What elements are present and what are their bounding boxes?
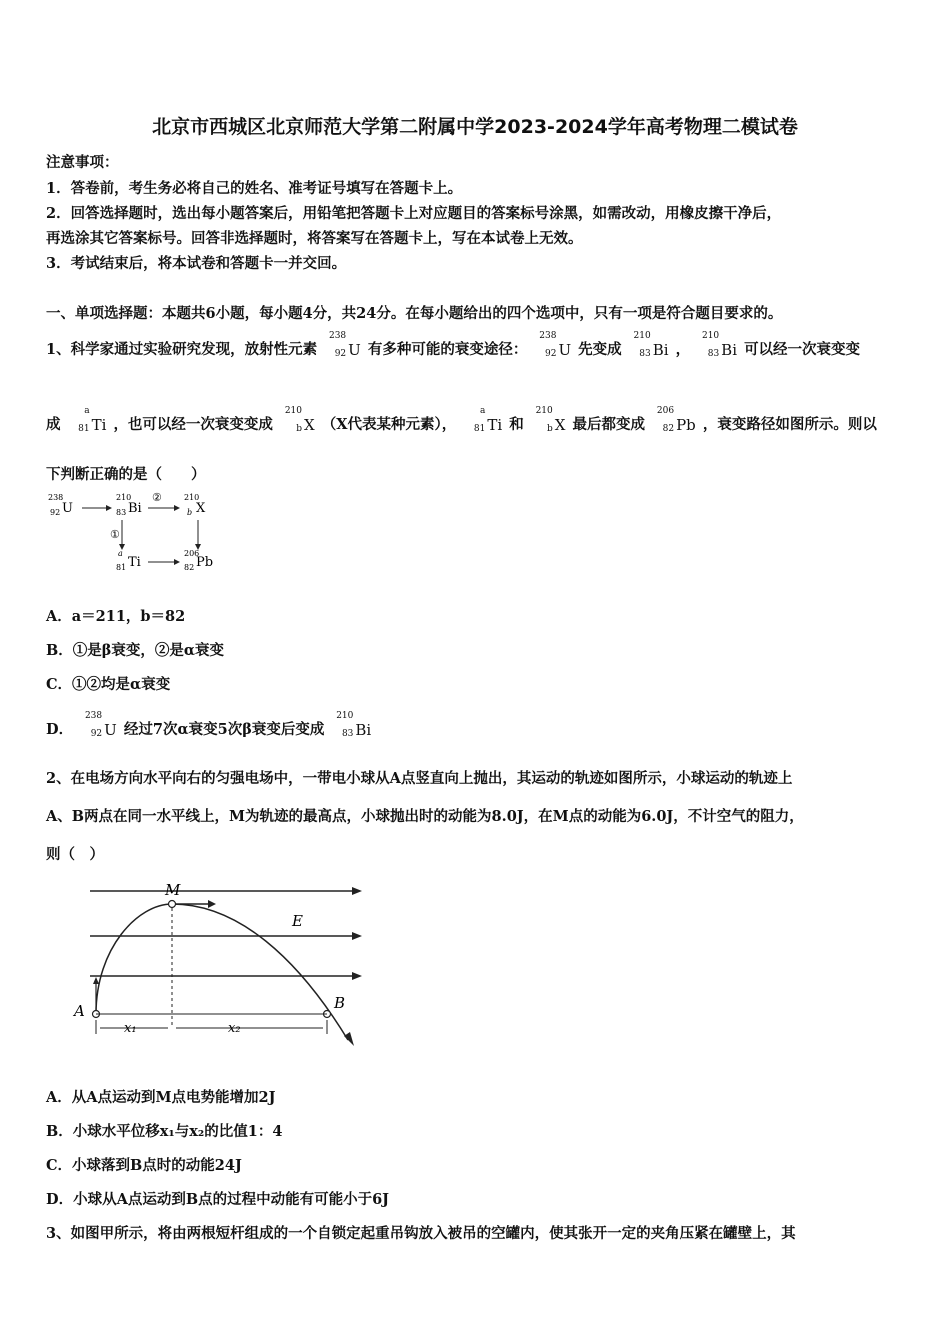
nuclide-ti: a 81 Ti xyxy=(473,406,503,434)
q1-option-b: B．①是β衰变，②是α衰变 xyxy=(46,642,225,659)
step-1-label: ① xyxy=(110,528,120,541)
nuclide-u: 238 92 U xyxy=(328,331,361,359)
q2-line1: 2、在电场方向水平向右的匀强电场中，一带电小球从A点竖直向上抛出，其运动的轨迹如图所示，小球运动的轨迹上 xyxy=(46,770,793,787)
svg-text:U: U xyxy=(62,501,73,516)
diagram-node-ti xyxy=(116,549,141,572)
section-heading: 一、单项选择题：本题共6小题，每小题4分，共24分。在每小题给出的四个选项中，只有一项是符合题目要求的。 xyxy=(46,305,783,322)
q2-option-a: A．从A点运动到M点电势能增加2J xyxy=(46,1089,276,1106)
q1-text: 成 xyxy=(46,416,61,433)
svg-text:206: 206 xyxy=(184,549,200,558)
m-velocity-arrowhead-icon xyxy=(208,900,216,908)
label-x1: x₁ xyxy=(124,1021,137,1036)
nuclide-bi: 210 83 Bi xyxy=(633,331,669,359)
q1-text: 和 xyxy=(509,416,524,433)
trajectory-curve xyxy=(96,904,348,1040)
trajectory-figure xyxy=(68,878,368,1050)
arrowhead-icon xyxy=(174,505,180,511)
q1-line2 xyxy=(46,406,877,434)
label-x2: x₂ xyxy=(228,1021,241,1036)
notice-item: 1．答卷前，考生务必将自己的姓名、准考证号填写在答题卡上。 xyxy=(46,180,463,197)
nuclide-u: 238 92 U xyxy=(539,331,572,359)
q1-option-c: C．①②均是α衰变 xyxy=(46,676,171,693)
q1-text: ，也可以经一次衰变变成 xyxy=(113,416,273,433)
label-a: A xyxy=(74,1002,85,1020)
q3-line1: 3、如图甲所示，将由两根短杆组成的一个自锁定起重吊钩放入被吊的空罐内，使其张开一定的夹角压紧在罐壁上，其 xyxy=(46,1225,796,1242)
point-m xyxy=(169,901,176,908)
svg-text:83: 83 xyxy=(116,508,127,517)
svg-text:Pb: Pb xyxy=(196,555,214,570)
q1-text: 先变成 xyxy=(578,341,622,358)
svg-text:92: 92 xyxy=(50,508,61,517)
q1-line1 xyxy=(46,331,861,359)
q1-text: 1、科学家通过实验研究发现，放射性元素 xyxy=(46,341,318,358)
q2-option-c: C．小球落到B点时的动能24J xyxy=(46,1157,242,1174)
launch-arrowhead-icon xyxy=(93,977,99,984)
svg-text:b: b xyxy=(187,508,193,517)
diagram-node-bi xyxy=(116,493,142,517)
q2-line2: A、B两点在同一水平线上，M为轨迹的最高点，小球抛出时的动能为8.0J，在M点的动能为6.0J，不计空气的阻力， xyxy=(46,808,804,825)
svg-text:Bi: Bi xyxy=(128,501,142,516)
q1-option-d-label: D． xyxy=(46,721,74,738)
nuclide-x: 210 b X xyxy=(535,406,566,434)
notice-item: 再选涂其它答案标号。回答非选择题时，将答案写在答题卡上，写在本试卷上无效。 xyxy=(46,230,583,247)
field-arrowhead-icon xyxy=(352,972,362,980)
svg-text:210: 210 xyxy=(116,493,132,502)
q1-option-d-text: 经过7次α衰变5次β衰变后变成 xyxy=(123,721,325,738)
svg-text:a: a xyxy=(118,549,123,558)
q1-text: ， xyxy=(675,341,691,358)
field-arrowhead-icon xyxy=(352,932,362,940)
svg-text:81: 81 xyxy=(116,563,127,572)
svg-text:210: 210 xyxy=(184,493,200,502)
q1-text: 有多种可能的衰变途径： xyxy=(367,341,528,358)
svg-text:X: X xyxy=(196,501,206,516)
nuclide-x: 210 b X xyxy=(284,406,315,434)
q1-option-d xyxy=(46,711,373,739)
step-2-label: ② xyxy=(152,491,162,504)
label-m: M xyxy=(165,881,181,899)
label-e: E xyxy=(292,912,303,930)
nuclide-u: 238 92 U xyxy=(84,711,117,739)
q1-text: 可以经一次衰变变 xyxy=(744,341,861,358)
q1-text: （X代表某种元素）， xyxy=(321,416,457,433)
q2-option-d: D．小球从A点运动到B点的过程中动能有可能小于6J xyxy=(46,1191,390,1208)
trajectory-arrowhead-icon xyxy=(344,1032,354,1046)
svg-text:238: 238 xyxy=(48,493,64,502)
field-arrowhead-icon xyxy=(352,887,362,895)
arrowhead-icon xyxy=(106,505,112,511)
svg-text:82: 82 xyxy=(184,563,195,572)
q2-line3: 则（ ） xyxy=(46,846,104,863)
nuclide-bi: 210 83 Bi xyxy=(336,711,372,739)
diagram-node-u xyxy=(48,493,73,517)
q2-option-b: B．小球水平位移x₁与x₂的比值1：4 xyxy=(46,1123,283,1140)
notice-item: 2．回答选择题时，选出每小题答案后，用铅笔把答题卡上对应题目的答案标号涂黑，如需改动，用橡皮擦干净后， xyxy=(46,205,782,222)
nuclide-bi: 210 83 Bi xyxy=(701,331,737,359)
diagram-node-x xyxy=(184,493,206,517)
notice-item: 3．考试结束后，将本试卷和答题卡一并交回。 xyxy=(46,255,347,272)
q1-option-a: A．a＝211，b＝82 xyxy=(46,608,186,625)
decay-diagram xyxy=(44,490,234,575)
q1-text: 最后都变成 xyxy=(572,416,645,433)
notice-heading: 注意事项： xyxy=(46,154,119,171)
arrowhead-icon xyxy=(174,559,180,565)
nuclide-ti: a 81 Ti xyxy=(78,406,107,434)
nuclide-pb: 206 82 Pb xyxy=(656,406,696,434)
q1-text: ，衰变路径如图所示。则以 xyxy=(702,416,877,433)
diagram-node-pb xyxy=(184,549,213,572)
svg-text:Ti: Ti xyxy=(128,555,141,570)
label-b: B xyxy=(334,994,346,1012)
page-title: 北京市西城区北京师范大学第二附属中学2023-2024学年高考物理二模试卷 xyxy=(152,116,798,138)
q1-line3: 下判断正确的是（ ） xyxy=(46,466,206,483)
